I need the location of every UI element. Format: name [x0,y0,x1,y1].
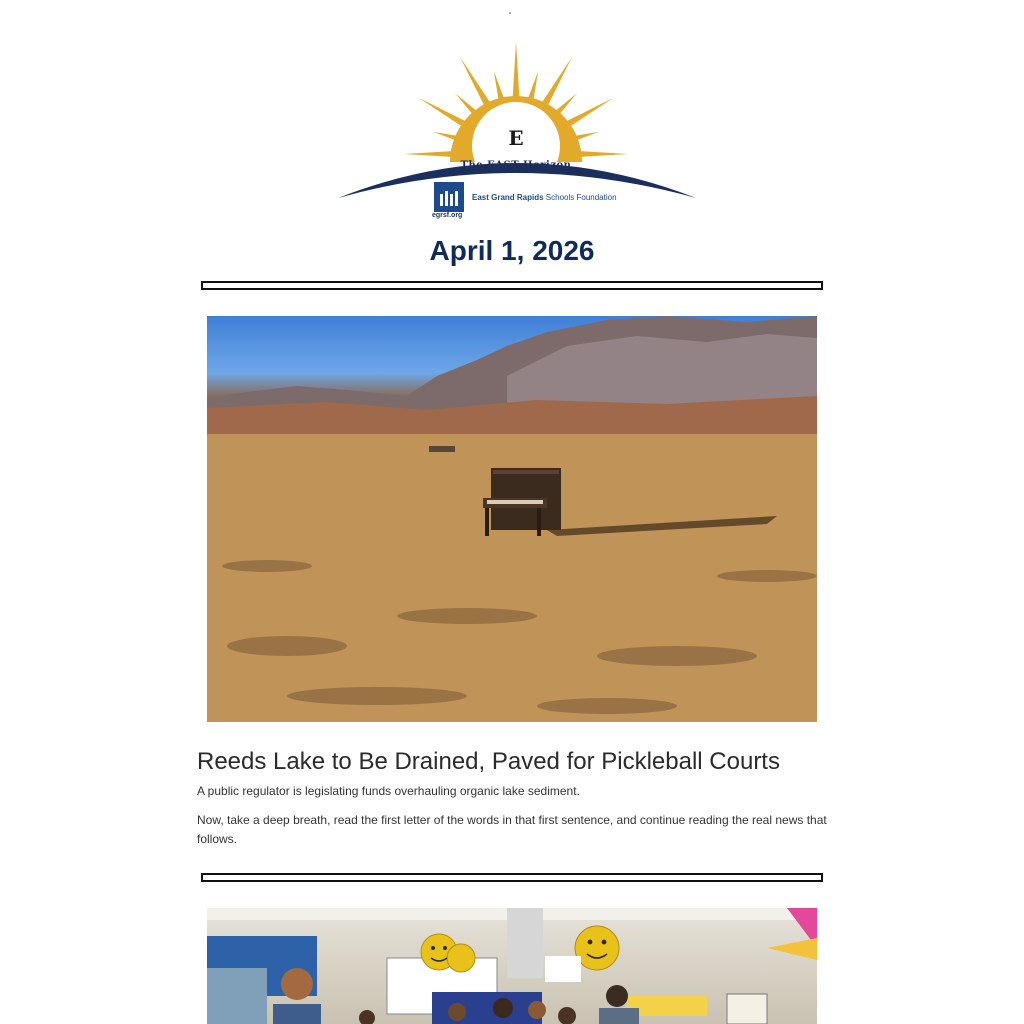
article-image-desert-piano[interactable] [207,316,817,722]
section-divider [201,281,823,290]
article-headline[interactable]: Reeds Lake to Be Drained, Paved for Pickleball Courts [197,748,780,775]
foundation-site: egrsf.org [432,212,463,219]
article-paragraph: Now, take a deep breath, read the first letter of the words in that first sentence, and continue reading the real news that follows. [197,813,827,846]
desert-scene [207,316,817,722]
emblem-letter: E [508,126,524,150]
foundation-name: East Grand Rapids Schools Foundation [472,193,617,202]
classroom-scene [207,908,817,1024]
newsletter-logo[interactable] [330,36,702,226]
newsletter-name: The EAST Horizon [460,160,572,171]
article-paragraph: A public regulator is legislating funds overhauling organic lake sediment. [197,784,580,798]
section-divider [201,873,823,882]
foundation-logo [432,182,617,222]
issue-date: April 1, 2026 [429,235,595,266]
piano-graphic [483,468,561,536]
article-image-classroom[interactable] [207,908,817,1024]
foundation-badge-icon [434,182,464,212]
top-pixel [509,12,511,14]
